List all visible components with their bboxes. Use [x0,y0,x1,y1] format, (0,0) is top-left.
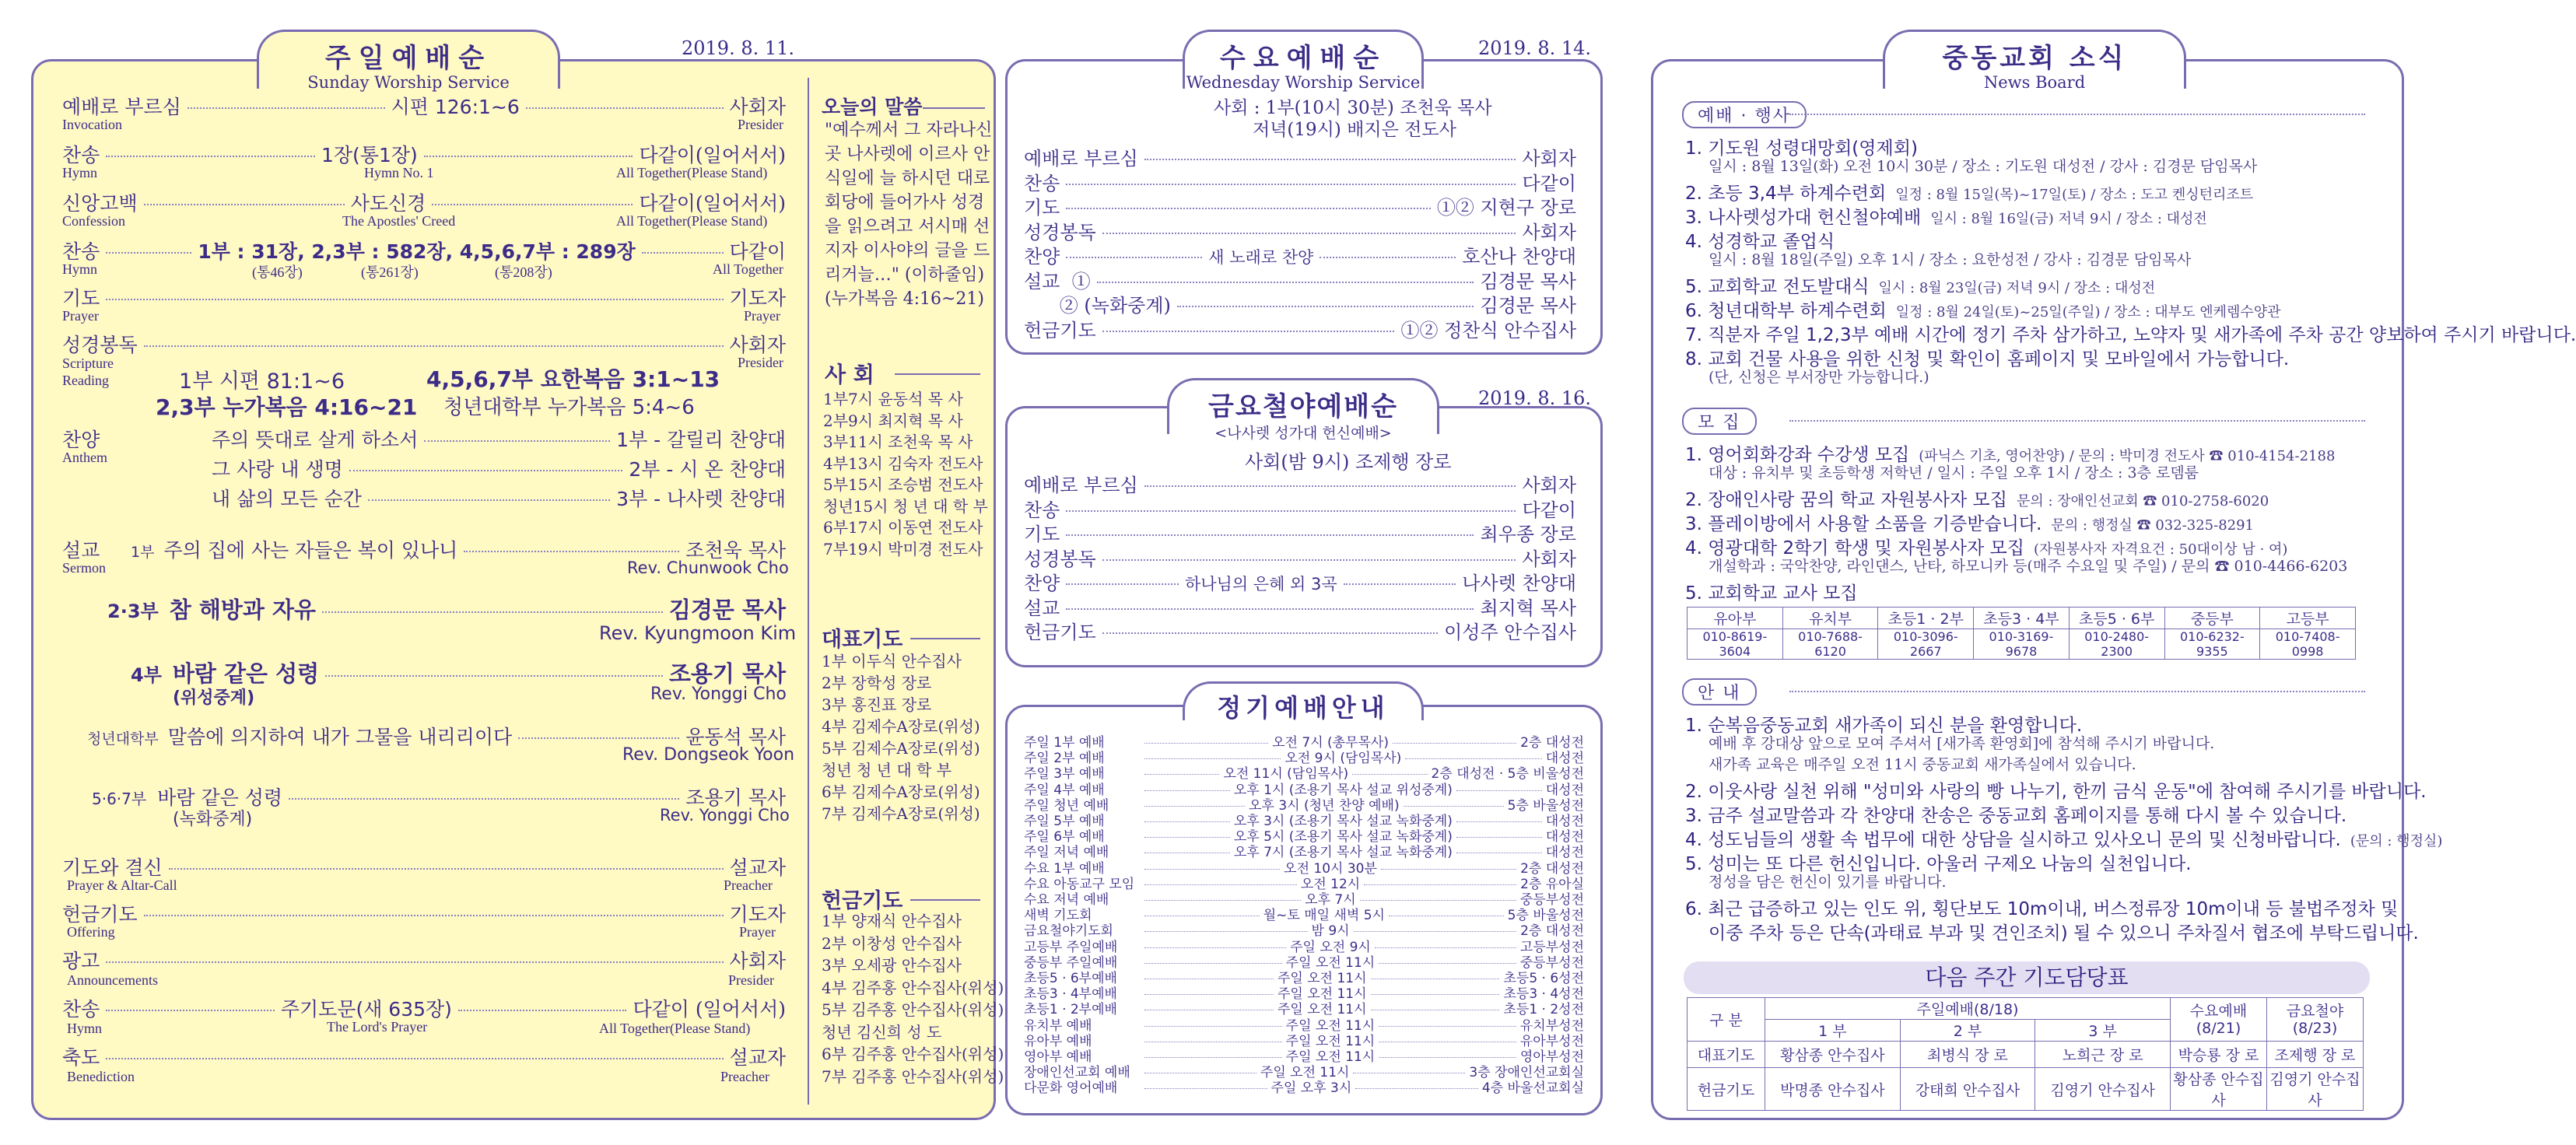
friday-order-row: 헌금기도 이성주 안수집사 [1024,622,1576,643]
regular-title: 정기예배안내 [1217,693,1390,723]
word-line: 곳 나사렛에 이르사 안 [825,145,990,164]
mc-title-line [895,373,980,375]
mc-item: 청년15시 청 년 대 학 부 [823,496,988,516]
word-line: (누가복음 4:16~21) [825,289,984,309]
word-text [825,118,992,311]
hymn1-right-en: All Together(Please Stand) [616,165,768,180]
off-item: 4부 김주홍 안수집사(위성) [822,978,1004,997]
rep-item: 4부 김제수A장로(위성) [822,717,980,736]
offering-row: 헌금기도 기도자 [62,903,786,926]
wednesday-date: 2019. 8. 14. [1478,37,1592,59]
friday-order-row: 찬양 하나님의 은혜 외 3곡 나사렛 찬양대 [1024,572,1577,594]
teacher-phone: 010-3096-2667 [1878,629,1974,660]
rep-item: 5부 김제수A장로(위성) [822,739,980,758]
offering-right-en: Prayer [739,924,776,940]
hymn1-en: Hymn [62,165,97,180]
friday-title-tab [1167,378,1439,442]
sermon1-name-en: Rev. Chunwook Cho [627,558,789,577]
regular-row: 초등3 · 4부예배 주일 오전 11시 초등3 · 4성전 [1024,986,1584,1003]
sermon2-name-en: Rev. Kyungmoon Kim [599,622,797,644]
friday-date: 2019. 8. 16. [1478,387,1592,409]
news-notice-item: 3. 금주 설교말씀과 각 찬양대 찬송은 중동교회 홈페이지를 통해 다시 볼 수 있습니다. [1685,806,2347,826]
hymn2-row: 찬송 1부 : 31장, 2,3부 : 582장, 4,5,6,7부 : 289장 다같이 [62,240,786,263]
duty-r2-c0: 헌금기도 [1688,1068,1765,1111]
altar-row: 기도와 결신 설교자 [62,856,786,879]
friday-order-row: 찬송 다같이 [1024,499,1576,521]
news-recruit-item: 2. 장애인사랑 꿈의 학교 자원봉사자 모집 문의 : 장애인선교회 ☎ 010-2758-6020 [1685,490,2269,510]
wednesday-order-row: 성경봉독 사회자 [1024,221,1576,243]
duty-r2-c4: 황삼종 안수집사 [2171,1068,2267,1111]
wednesday-order-row: 찬송 다같이 [1024,172,1576,194]
sermon1-row: 1부 주의 집에 사는 자들은 복이 있나니 조천욱 목사 [131,539,786,562]
reading-1: 1부 시편 81:1~6 [179,369,345,394]
friday-subtitle: <나사렛 성가대 헌신예배> [1214,425,1392,442]
regular-row: 주일 청년 예배 오후 3시 (청년 찬양 예배) 5층 바울성전 [1024,797,1584,814]
news-notice-item: 1. 순복음중동교회 새가족이 되신 분을 환영합니다. [1685,716,2083,736]
sunday-subtitle: Sunday Worship Service [307,73,510,92]
duty-r2-c1: 박명종 안수집사 [1765,1068,1901,1111]
news-event-item: 1. 기도원 성령대망회(영제회) [1685,138,1918,159]
friday-order-row: 예배로 부르심 사회자 [1024,474,1576,496]
off-item: 7부 김주홍 안수집사(위성) [822,1066,1004,1086]
news-recruit-item-detail: 대상 : 유치부 및 초등학생 저학년 / 일시 : 주일 오후 1시 / 장소 : 3층 로뎀룸 [1709,464,2199,481]
off-item: 6부 김주홍 안수집사(위성) [822,1045,1004,1063]
off-item: 청년 김신희 성 도 [822,1022,942,1042]
sermon4-name-en: Rev. Dongseok Yoon [622,745,795,765]
benediction-en: Benediction [67,1069,135,1084]
word-line: 식일에 늘 하시던 대로 [825,169,990,188]
word-line: 을 읽으려고 서시매 선 [825,217,990,236]
hymn2-en: Hymn [62,261,97,277]
regular-row: 주일 2부 예배 오전 9시 (담임목사) 대성전 [1024,751,1584,767]
sermon4-row: 청년대학부 말씀에 의지하여 내가 그물을 내리리이다 윤동석 목사 [87,726,786,748]
duty-r1-c0: 대표기도 [1688,1042,1765,1068]
news-sec1-line [1789,114,2365,115]
wednesday-order-row: 설교 ① 김경문 목사 [1024,270,1576,292]
regular-row: 새벽 기도회 월~토 매일 새벽 5시 5층 바울성전 [1024,908,1585,924]
word-line: 지자 이사야의 글을 드 [825,241,990,261]
announce-en: Announcements [67,972,158,988]
word-title: 오늘의 말씀 [822,96,923,118]
teacher-head: 초등5 · 6부 [2069,608,2164,629]
confession-en: Confession [62,213,125,229]
regular-row: 영아부 예배 주일 오전 11시 영아부성전 [1024,1049,1584,1065]
news-event-item: 2. 초등 3,4부 하계수련회 일정 : 8월 15일(목)~17일(토) / 장소 : 도고 켄싱턴리조트 [1685,184,2254,204]
regular-row: 주일 저녁 예배 오후 7시 (조용기 목사 설교 녹화중계) 대성전 [1024,845,1585,861]
regular-row: 수요 1부 예배 오전 10시 30분 2층 대성전 [1024,860,1584,877]
teacher-phone: 010-7408-0998 [2260,629,2356,660]
rep-list [822,650,980,825]
hymn3-row: 찬송 주기도문(새 635장) 다같이 (일어서서) [62,998,786,1021]
duty-r1-c1: 황삼종 안수집사 [1765,1042,1901,1068]
regular-row: 고등부 주일예배 주일 오전 9시 고등부성전 [1024,939,1585,955]
wednesday-order-row: 예배로 부르심 사회자 [1024,148,1576,170]
mc-item: 4부13시 김숙자 전도사 [823,453,983,473]
reading-4567: 4,5,6,7부 요한복음 3:1~13 [426,366,720,392]
news-section-recruit: 모 집 [1682,408,1757,435]
altar-en: Prayer & Altar-Call [67,877,177,893]
off-item: 1부 양재식 안수집사 [822,912,962,930]
wednesday-info2: 저녁(19시) 배지은 전도사 [1253,120,1456,140]
news-recruit-item: 3. 플레이방에서 사용할 소품을 기증받습니다. 문의 : 행정실 ☎ 032-325-8291 [1685,514,2255,534]
sunday-title-tab [257,30,560,92]
sermon2-row: 2·3부 참 해방과 자유 김경문 목사 [107,597,786,623]
news-section-notice: 안 내 [1682,678,1757,706]
hymn2-right-en: All Together [713,261,783,277]
sunday-divider [808,78,809,1105]
regular-row: 수요 저녁 예배 오후 7시 중등부성전 [1024,892,1584,908]
teacher-head: 초등3 · 4부 [1974,608,2070,629]
regular-title-tab [1183,681,1424,723]
anthem-en: Anthem [62,450,107,465]
news-event-item: 7. 직분자 주일 1,2,3부 예배 시간에 정기 주차 삼가하고, 노약자 및 새가족에 주차 공간 양보하여 주시기 바랍니다. [1685,325,2576,345]
sermon5-row: 5·6·7부 바람 같은 성령 조용기 목사 [92,786,786,809]
prayer-duty-table [1687,997,2364,1111]
duty-col-wed: 수요예배 (8/21) [2171,998,2267,1042]
mc-item: 3부11시 조천욱 목 사 [823,432,973,451]
sermon5-note: (녹화중계) [173,810,253,829]
friday-title: 금요철야예배순 [1208,391,1398,422]
sermon3-name-en: Rev. Yonggi Cho [650,685,787,704]
regular-row: 초등1 · 2부예배 주일 오전 11시 초등1 · 2성전 [1024,1002,1584,1018]
regular-row: 주일 1부 예배 오전 7시 (총무목사) 2층 대성전 [1024,735,1585,751]
mc-item: 6부17시 이동연 전도사 [823,518,983,537]
news-sec2-line [1789,420,2365,422]
confession-center-en: The Apostles' Creed [342,213,456,229]
news-event-item: 6. 청년대학부 하계수련회 일정 : 8월 24일(토)~25일(주일) / 장소 : 대부도 엔케렘수양관 [1685,301,2281,321]
prayer-en: Prayer [62,308,99,324]
wednesday-title: 수요예배순 [1219,43,1387,74]
regular-row: 유치부 예배 주일 오전 11시 유치부성전 [1024,1017,1584,1034]
news-event-item: 4. 성경학교 졸업식 [1685,232,1835,252]
benediction-row: 축도 설교자 [62,1046,786,1069]
teacher-contact-table [1687,607,2356,660]
invocation-right-en: Presider [738,117,783,132]
confession-right-en: All Together(Please Stand) [616,213,768,229]
news-section-events: 예배 · 행사 [1682,101,1807,128]
off-list [822,910,1004,1087]
anthem-row-1: 주의 뜻대로 살게 하소서 1부 - 갈릴리 찬양대 [212,429,786,451]
news-event-item-detail: 일시 : 8월 18일(주일) 오후 1시 / 장소 : 요한성전 / 강사 : 김경문 담임목사 [1709,251,2192,268]
altar-right-en: Preacher [724,877,773,893]
wednesday-info1: 사회 : 1부(10시 30분) 조천욱 목사 [1214,98,1492,118]
teacher-head: 중등부 [2164,608,2260,629]
rep-item: 3부 홍진표 장로 [822,695,932,714]
duty-r2-c3: 김영기 안수집사 [2035,1068,2171,1111]
sermon3-row: 4부 바람 같은 성령 조용기 목사 [131,660,786,687]
next-week-banner: 다음 주간 기도담당표 [1684,961,2370,994]
duty-r1-c2: 최병식 장 로 [1900,1042,2035,1068]
sunday-date: 2019. 8. 11. [682,37,795,59]
regular-row: 주일 5부 예배 오후 3시 (조용기 목사 설교 녹화중계) 대성전 [1024,814,1585,829]
friday-order-row: 설교 최지혁 목사 [1024,597,1576,619]
news-notice-item: 5. 성미는 또 다른 헌신입니다. 아울러 구제오 나눔의 실천입니다. [1685,854,2192,874]
off-item: 2부 이창성 안수집사 [822,933,962,953]
mc-list [823,389,988,560]
news-notice-item: 2. 이웃사랑 실천 위해 "성미와 사랑의 빵 나누기, 한끼 금식 운동"에 참여해 주시기를 바랍니다. [1685,782,2427,802]
mc-title: 사 회 [825,362,874,387]
teacher-head: 초등1 · 2부 [1878,608,1974,629]
duty-r2-c2: 강태희 안수집사 [1900,1068,2035,1111]
benediction-right-en: Preacher [720,1069,769,1084]
teacher-phone: 010-6232-9355 [2164,629,2260,660]
duty-col-sunday: 주일예배(8/18) [1765,998,2171,1020]
mc-item: 2부9시 최지혁 목 사 [823,411,963,430]
hymn2-c1: (통46장) [252,264,303,280]
news-notice-item-cont: 이중 주차 등은 단속(과태료 부과 및 견인조치) 될 수 있으니 주차질서 협조에 부탁드립니다. [1709,923,2419,944]
regular-row: 금요철야기도회 밤 9시 2층 대성전 [1024,923,1584,940]
invocation-row: 예배로 부르심 시편 126:1~6 사회자 [62,96,786,118]
regular-row: 유아부 예배 주일 오전 11시 유아부성전 [1024,1033,1584,1049]
duty-r1-c4: 박승룡 장 로 [2171,1042,2267,1068]
news-sec3-line [1789,691,2365,692]
news-event-item: 8. 교회 건물 사용을 위한 신청 및 확인이 홈페이지 및 모바일에서 가능합니다. [1685,349,2290,369]
news-notice-item-detail: 새가족 교육은 매주일 오전 11시 중동교회 새가족실에서 있습니다. [1709,756,2136,773]
news-subtitle: News Board [1983,73,2086,92]
regular-row: 장애인선교회 예배 주일 오전 11시 3층 장애인선교회실 [1024,1065,1585,1081]
teacher-head: 유치부 [1782,608,1878,629]
off-item: 5부 김주홍 안수집사(위성) [822,1000,1004,1019]
word-title-line [923,107,985,109]
news-notice-item: 4. 성도님들의 생활 속 법무에 대한 상담을 실시하고 있사오니 문의 및 신청바랍니다. (문의 : 행정실) [1685,830,2443,850]
teacher-phone: 010-7688-6120 [1782,629,1878,660]
reading-youth: 청년대학부 누가복음 5:4~6 [443,396,695,419]
friday-order-row: 성경봉독 사회자 [1024,548,1576,570]
duty-part-3: 3 부 [2035,1020,2171,1042]
off-title: 헌금기도 [822,889,903,913]
invocation-en: Invocation [62,117,122,132]
sermon-en: Sermon [62,560,106,576]
rep-item: 2부 장학성 장로 [822,674,932,692]
teacher-phone: 010-3169-9678 [1974,629,2070,660]
word-line: 회당에 들어가사 성경 [825,193,985,212]
sunday-title: 주일예배순 [324,43,492,74]
rep-title-line [910,638,980,639]
sermon5-name-en: Rev. Yonggi Cho [660,806,790,825]
mc-item: 7부19시 박미경 전도사 [823,539,983,558]
offering-en: Offering [67,924,115,940]
hymn1-center-en: Hymn No. 1 [364,165,434,180]
news-recruit-item: 4. 영광대학 2학기 학생 및 자원봉사자 모집 (자원봉사자 자격요건 : 50대이상 남 · 여) [1685,538,2288,558]
regular-row: 수요 아동교구 모임 오전 12시 2층 유아실 [1024,876,1585,892]
duty-part-2: 2 부 [1900,1020,2035,1042]
wednesday-order-row: ② (녹화중계) 김경문 목사 [1024,295,1576,317]
duty-r1-c5: 조제행 장 로 [2267,1042,2364,1068]
news-title: 중동교회 소식 [1942,43,2127,74]
duty-r2-c5: 김영기 안수집사 [2267,1068,2364,1111]
word-line: 리거늘…" (이하줄임) [825,265,985,285]
reading-right-en: Presider [738,355,783,370]
off-title-line [910,899,980,901]
regular-row: 주일 4부 예배 오후 1시 (조용기 목사 설교 위성중계) 대성전 [1024,782,1585,798]
news-notice-item-detail: 정성을 담은 헌신이 있기를 바랍니다. [1709,874,1947,891]
duty-col-fri: 금요철야 (8/23) [2267,998,2364,1042]
prayer-right-en: Prayer [744,308,780,324]
teacher-phone: 010-2480-2300 [2069,629,2164,660]
news-recruit-item: 1. 영어회화강좌 수강생 모집 (파닉스 기초, 영어찬양) / 문의 : 박미경 전도사 ☎ 010-4154-2188 [1685,445,2336,465]
confession-row: 신앙고백 사도신경 다같이(일어서서) [62,192,786,215]
rep-item: 청년 청 년 대 학 부 [822,761,952,779]
news-recruit-item: 5. 교회학교 교사 모집 [1685,583,1858,604]
rep-item: 6부 김제수A장로(위성) [822,783,980,801]
rep-item: 7부 김제수A장로(위성) [822,804,980,823]
mc-item: 1부7시 윤동석 목 사 [823,390,963,408]
sermon-label: 설교 [62,539,100,562]
hymn2-c2: (통261장) [361,264,419,280]
regular-row: 초등5 · 6부예배 주일 오전 11시 초등5 · 6성전 [1024,971,1584,986]
news-event-item: 3. 나사렛성가대 헌신철야예배 일시 : 8월 16일(금) 저녁 9시 / 장소 : 대성전 [1685,208,2207,228]
word-line: "예수께서 그 자라나신 [825,121,993,140]
teacher-head: 고등부 [2260,608,2356,629]
regular-row: 중등부 주일예배 주일 오전 11시 중등부성전 [1024,954,1584,971]
news-event-item-detail: 일시 : 8월 13일(화) 오전 10시 30분 / 장소 : 기도원 대성전 / 강사 : 김경문 담임목사 [1709,158,2258,175]
news-event-item-detail: (단, 신청은 부서장만 가능합니다.) [1709,369,1929,386]
reading-row: 성경봉독 사회자 [62,334,786,356]
wednesday-order-row: 헌금기도 ①② 정찬식 안수집사 [1024,319,1576,341]
sermon3-note: (위성중계) [173,688,255,708]
off-item: 3부 오세광 안수집사 [822,956,962,975]
announce-right-en: Presider [728,972,774,988]
duty-r1-c3: 노희근 장 로 [2035,1042,2171,1068]
regular-row: 주일 3부 예배 오전 11시 (담임목사) 2층 대성전 · 5층 비울성전 [1024,766,1584,783]
teacher-head: 유아부 [1688,608,1783,629]
wednesday-order-row: 기도 ①② 지현구 장로 [1024,197,1576,219]
hymn1-row: 찬송 1장(통1장) 다같이(일어서서) [62,144,786,166]
news-event-item: 5. 교회학교 전도발대식 일시 : 8월 23일(금) 저녁 9시 / 장소 : 대성전 [1685,277,2156,297]
anthem-row-3: 내 삶의 모든 순간 3부 - 나사렛 찬양대 [212,488,786,510]
mc-item: 5부15시 조승범 전도사 [823,475,983,494]
hymn3-center-en: The Lord's Prayer [327,1019,428,1035]
prayer-row: 기도 기도자 [62,287,786,310]
wednesday-order-row: 찬양 새 노래로 찬양 호산나 찬양대 [1024,246,1576,268]
regular-row: 주일 6부 예배 오후 5시 (조용기 목사 설교 녹화중계) 대성전 [1024,829,1585,846]
duty-col-gubun: 구 분 [1688,998,1765,1042]
anthem-row-2: 그 사랑 내 생명 2부 - 시 온 찬양대 [212,458,786,481]
reading-en: Scripture Reading [62,355,114,388]
regular-row: 다문화 영어예배 주일 오후 3시 4층 바울선교회실 [1024,1080,1585,1097]
duty-part-1: 1 부 [1765,1020,1901,1042]
rep-title: 대표기도 [822,628,903,652]
news-recruit-item-detail: 개설학과 : 국악찬양, 라인댄스, 난타, 하모니카 등(매주 수요일 및 주일) / 문의 ☎ 010-4466-6203 [1709,558,2348,575]
teacher-phone: 010-8619-3604 [1688,629,1783,660]
wednesday-subtitle: Wednesday Worship Service [1186,73,1421,92]
news-notice-item-detail: 예배 후 강대상 앞으로 모여 주셔서 [새가족 환영회]에 참석해 주시기 바랍니다. [1709,735,2215,752]
friday-info: 사회(밤 9시) 조제행 장로 [1245,451,1452,473]
announce-row: 광고 사회자 [62,950,786,972]
wednesday-title-tab [1183,30,1424,92]
hymn3-en: Hymn [67,1021,102,1036]
reading-23: 2,3부 누가복음 4:16~21 [156,394,418,420]
hymn2-c3: (통208장) [495,264,552,280]
news-title-tab [1883,30,2186,92]
rep-item: 1부 이두식 안수집사 [822,652,962,671]
news-notice-item: 6. 최근 급증하고 있는 인도 위, 횡단보도 10m이내, 버스정류장 10m이내 등 불법주정차 및 [1685,899,2399,919]
friday-order-row: 기도 최우종 장로 [1024,523,1576,545]
anthem-label: 찬양 [62,429,100,451]
hymn3-right-en: All Together(Please Stand) [599,1021,751,1036]
